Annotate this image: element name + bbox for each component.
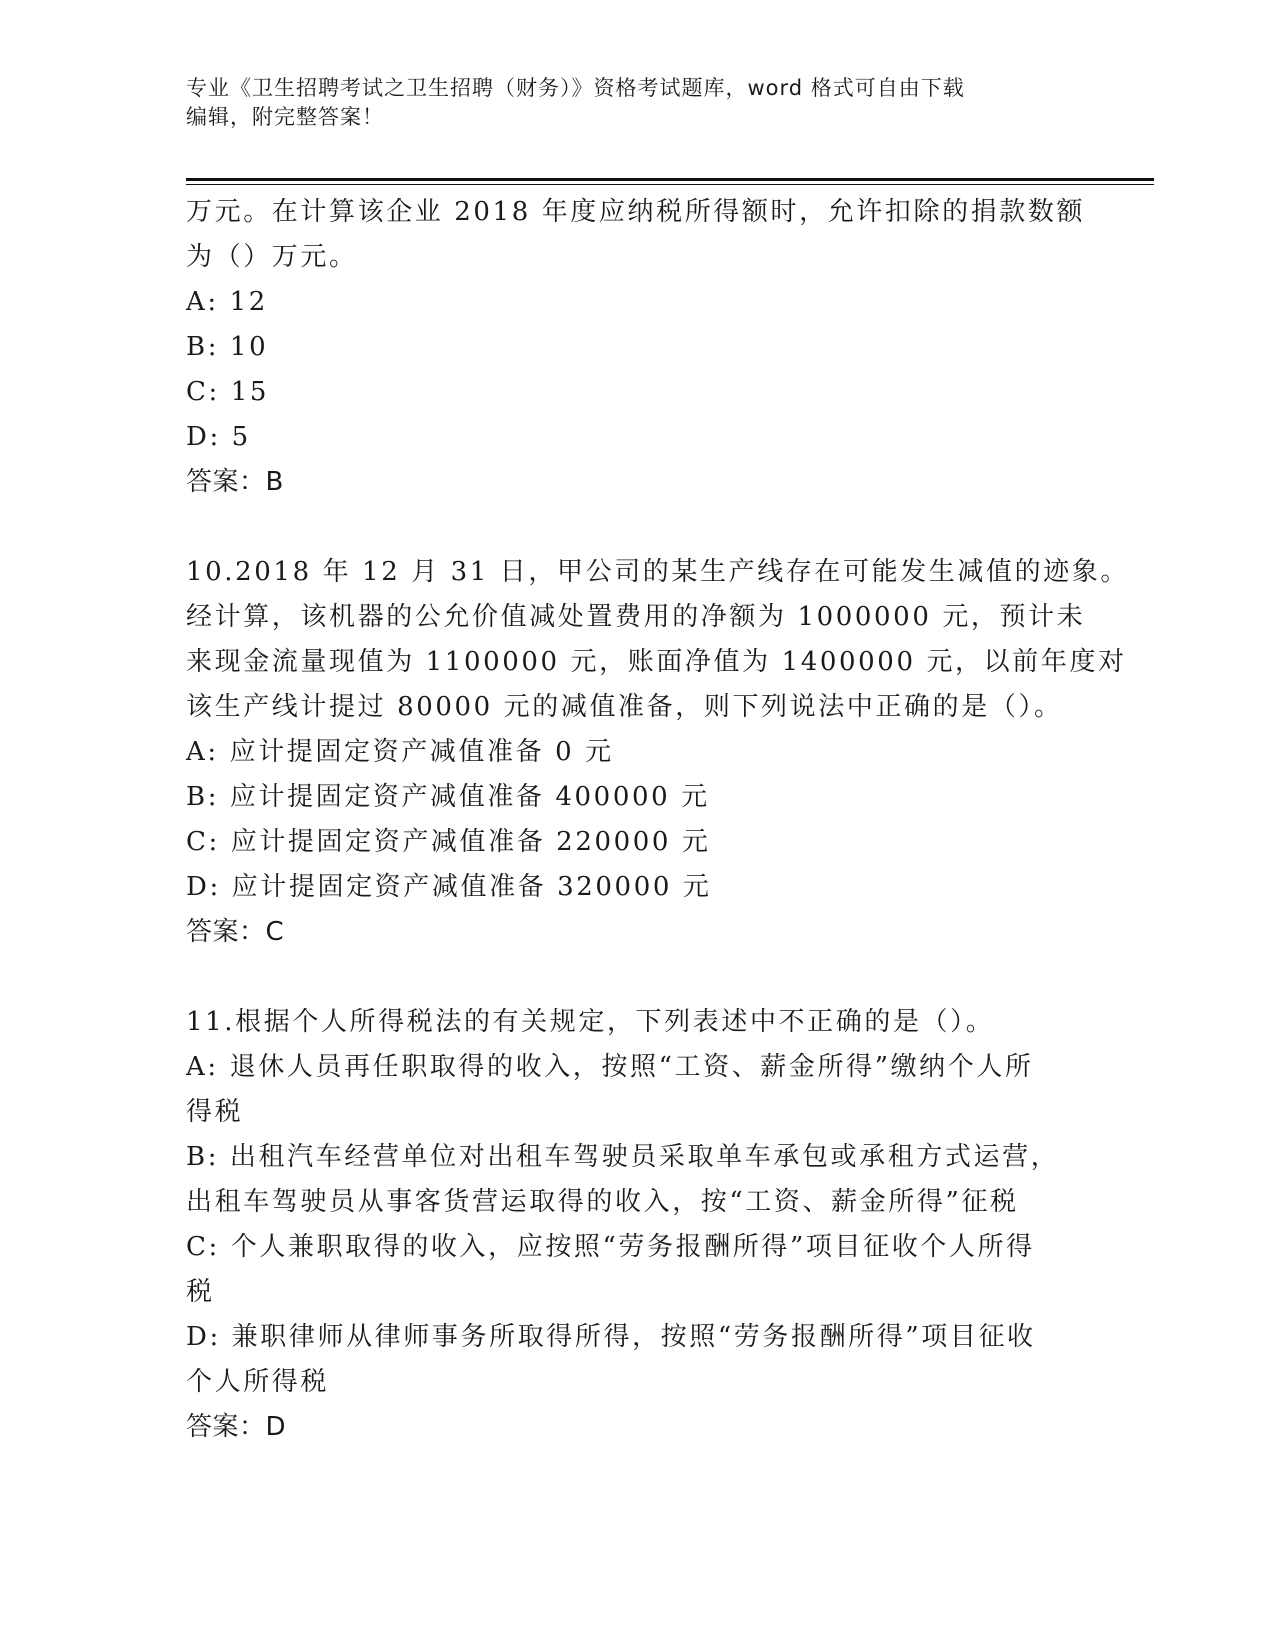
question-9 [186,190,1086,505]
question-10-stem-line-1: 10.2018 年 12 月 31 日，甲公司的某生产线存在可能发生减值的迹象。 [186,557,1130,587]
header-line-1: 专业《卫生招聘考试之卫生招聘（财务）》资格考试题库，word 格式可自由下载 [186,76,965,100]
question-10-stem-line-4: 该生产线计提过 80000 元的减值准备，则下列说法中正确的是（）。 [186,692,1063,722]
question-11-option-b-line-1: B: 出租汽车经营单位对出租车驾驶员采取单车承包或承租方式运营， [186,1142,1060,1172]
question-9-option-a: A: 12 [186,287,268,317]
page-header [186,74,1066,132]
question-10-option-c: C: 应计提固定资产减值准备 220000 元 [186,827,711,857]
question-9-stem-line-1: 万元。在计算该企业 2018 年度应纳税所得额时，允许扣除的捐款数额 [186,197,1086,227]
question-11 [186,1000,1066,1450]
spacer [186,955,1066,1000]
question-9-option-d: D: 5 [186,422,251,452]
question-content [186,190,1130,1450]
question-10-stem-line-3: 来现金流量现值为 1100000 元，账面净值为 1400000 元，以前年度对 [186,647,1127,677]
question-10-option-d: D: 应计提固定资产减值准备 320000 元 [186,872,712,902]
question-11-answer: 答案：D [186,1412,287,1442]
question-11-option-c-line-1: C: 个人兼职取得的收入，应按照“劳务报酬所得”项目征收个人所得 [186,1232,1035,1262]
question-10-stem-line-2: 经计算，该机器的公允价值减处置费用的净额为 1000000 元，预计未 [186,602,1086,632]
question-11-option-d-line-1: D: 兼职律师从律师事务所取得所得，按照“劳务报酬所得”项目征收 [186,1322,1036,1352]
question-11-option-a-line-2: 得税 [186,1097,244,1127]
question-10-option-b: B: 应计提固定资产减值准备 400000 元 [186,782,710,812]
question-9-stem-line-2: 为（）万元。 [186,242,358,272]
question-9-option-b: B: 10 [186,332,269,362]
question-10-answer: 答案：C [186,917,285,947]
question-10 [186,550,1130,955]
question-11-option-c-line-2: 税 [186,1277,215,1307]
question-9-answer: 答案：B [186,467,284,497]
header-rule-thin [186,184,1154,185]
question-9-option-c: C: 15 [186,377,270,407]
spacer [186,505,1066,550]
question-11-option-d-line-2: 个人所得税 [186,1367,330,1397]
header-line-2: 编辑，附完整答案！ [186,105,384,129]
question-11-option-a-line-1: A: 退休人员再任职取得的收入，按照“工资、薪金所得”缴纳个人所 [186,1052,1034,1082]
header-rule-thick [186,178,1154,181]
question-11-stem-line-1: 11.根据个人所得税法的有关规定，下列表述中不正确的是（）。 [186,1007,995,1037]
question-11-option-b-line-2: 出租车驾驶员从事客货营运取得的收入，按“工资、薪金所得”征税 [186,1187,1019,1217]
question-10-option-a: A: 应计提固定资产减值准备 0 元 [186,737,614,767]
